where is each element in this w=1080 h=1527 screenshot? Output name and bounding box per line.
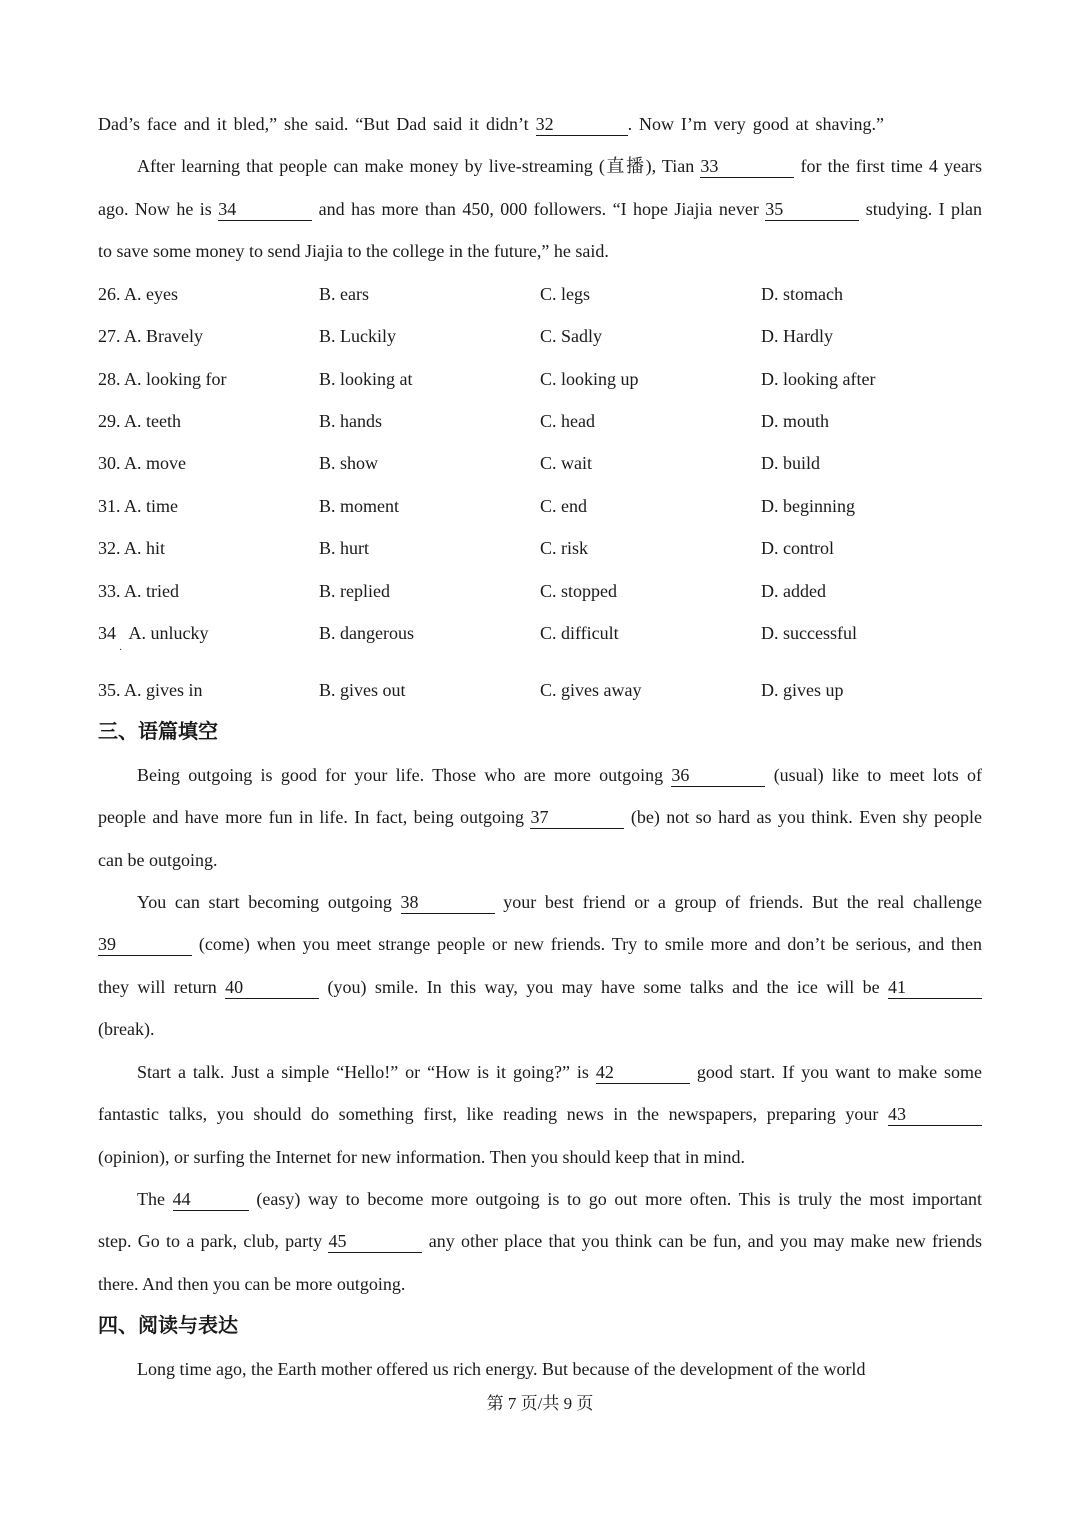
passage-line: can be outgoing.	[98, 850, 218, 870]
blank-38: 38	[401, 891, 495, 914]
blank-39: 39	[98, 933, 192, 956]
option-a: 35. A. gives in	[98, 680, 203, 700]
option-a: 29. A. teeth	[98, 411, 181, 431]
option-c: C. end	[540, 496, 587, 516]
text: (easy) way to become more outgoing is to go out more often. This is truly the most important	[256, 1189, 983, 1209]
option-a: 30. A. move	[98, 453, 186, 473]
section-heading: 三、语篇填空	[98, 719, 218, 743]
passage-line: Long time ago, the Earth mother offered us rich energy. But because of the development of the world	[137, 1359, 866, 1379]
option-d: D. beginning	[761, 496, 855, 516]
option-b: B. hurt	[319, 538, 370, 558]
passage-line: (opinion), or surfing the Internet for new information. Then you should keep that in mind.	[98, 1147, 746, 1167]
passage-line	[137, 761, 982, 789]
text: After learning that people can make money by live-streaming (直播), Tian	[137, 156, 695, 176]
option-a: 32. A. hit	[98, 538, 166, 558]
text: studying. I plan	[865, 199, 983, 219]
option-d: D. gives up	[761, 680, 844, 700]
stray-mark: ·	[119, 645, 123, 656]
option-a: 33. A. tried	[98, 581, 179, 601]
option-b: B. show	[319, 453, 379, 473]
option-b: B. Luckily	[319, 326, 396, 346]
text: Dad’s face and it bled,” she said. “But Dad said it didn’t	[98, 114, 529, 134]
option-a: 31. A. time	[98, 496, 178, 516]
option-d: D. added	[761, 581, 826, 601]
text: for the first time 4 years	[800, 156, 982, 176]
option-d: D. control	[761, 538, 834, 558]
option-c: C. stopped	[540, 581, 618, 601]
option-a: 28. A. looking for	[98, 369, 227, 389]
option-d: D. Hardly	[761, 326, 833, 346]
blank-33: 33	[700, 155, 794, 178]
passage-line	[98, 930, 982, 958]
text: fantastic talks, you should do something first, like reading news in the newspapers, preparing your	[98, 1104, 879, 1124]
blank-32: 32	[536, 113, 628, 136]
text: people and have more fun in life. In fact, being outgoing	[98, 807, 525, 827]
option-c: C. Sadly	[540, 326, 603, 346]
blank-44: 44	[173, 1188, 249, 1211]
option-d: D. successful	[761, 623, 857, 643]
option-c: C. head	[540, 411, 595, 431]
option-c: C. looking up	[540, 369, 639, 389]
passage-line	[98, 195, 982, 223]
option-c: C. difficult	[540, 623, 619, 643]
text: they will return	[98, 977, 217, 997]
passage-line	[137, 1058, 982, 1086]
passage-line: there. And then you can be more outgoing.	[98, 1274, 406, 1294]
option-c: C. wait	[540, 453, 592, 473]
text: step. Go to a park, club, party	[98, 1231, 323, 1251]
passage-line	[137, 1185, 982, 1213]
option-b: B. moment	[319, 496, 399, 516]
option-a: 26. A. eyes	[98, 284, 178, 304]
blank-34: 34	[218, 198, 312, 221]
option-d: D. looking after	[761, 369, 876, 389]
text: (come) when you meet strange people or new friends. Try to smile more and don’t be serious, and then	[198, 934, 983, 954]
text: The	[137, 1189, 165, 1209]
option-b: B. hands	[319, 411, 382, 431]
option-c: C. gives away	[540, 680, 642, 700]
blank-40: 40	[225, 976, 319, 999]
option-c: C. legs	[540, 284, 591, 304]
blank-41: 41	[888, 976, 982, 999]
text: good start. If you want to make some	[696, 1062, 983, 1082]
blank-36: 36	[671, 764, 765, 787]
option-b: B. dangerous	[319, 623, 414, 643]
text: your best friend or a group of friends. But the real challenge	[503, 892, 983, 912]
text: . Now I’m very good at shaving.”	[627, 114, 884, 134]
text: You can start becoming outgoing	[137, 892, 392, 912]
option-d: D. build	[761, 453, 821, 473]
option-d: D. stomach	[761, 284, 843, 304]
blank-37: 37	[530, 806, 624, 829]
option-a: 27. A. Bravely	[98, 326, 203, 346]
option-d: D. mouth	[761, 411, 830, 431]
blank-35: 35	[765, 198, 859, 221]
text: (be) not so hard as you think. Even shy people	[630, 807, 983, 827]
option-b: B. looking at	[319, 369, 413, 389]
blank-43: 43	[888, 1103, 982, 1126]
option-c: C. risk	[540, 538, 589, 558]
text: ago. Now he is	[98, 199, 212, 219]
blank-42: 42	[596, 1061, 690, 1084]
passage-line	[98, 1100, 982, 1128]
passage-line: (break).	[98, 1019, 155, 1039]
passage-line	[98, 973, 982, 1001]
text: Start a talk. Just a simple “Hello!” or “How is it going?” is	[137, 1062, 589, 1082]
passage-line	[98, 110, 884, 138]
passage-line: to save some money to send Jiajia to the college in the future,” he said.	[98, 241, 609, 261]
page-number: 第 7 页/共 9 页	[486, 1394, 594, 1413]
option-b: B. replied	[319, 581, 390, 601]
text: any other place that you think can be fun, and you may make new friends	[428, 1231, 983, 1251]
blank-45: 45	[328, 1230, 422, 1253]
passage-line	[98, 803, 982, 831]
text: Being outgoing is good for your life. Those who are more outgoing	[137, 765, 664, 785]
option-b: B. gives out	[319, 680, 406, 700]
section-heading: 四、阅读与表达	[98, 1313, 238, 1337]
option-b: B. ears	[319, 284, 369, 304]
passage-line	[98, 1227, 982, 1255]
text: (you) smile. In this way, you may have some talks and the ice will be	[327, 977, 880, 997]
passage-line	[137, 152, 982, 180]
text: (usual) like to meet lots of	[773, 765, 983, 785]
option-a: 34 A. unlucky	[98, 623, 209, 643]
text: and has more than 450, 000 followers. “I hope Jiajia never	[318, 199, 759, 219]
passage-line	[137, 888, 982, 916]
